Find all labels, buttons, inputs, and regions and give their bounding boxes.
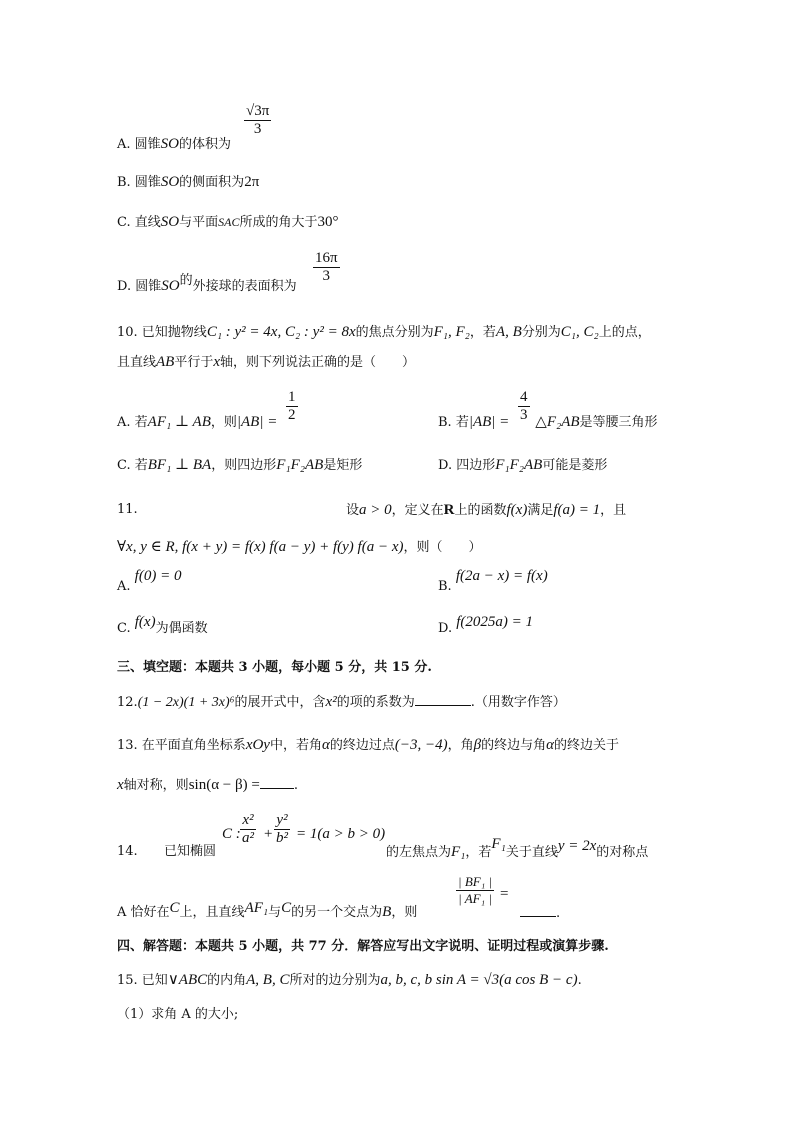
q12-answer-blank bbox=[415, 705, 471, 706]
q14-stem-line2: A 恰好在C上，且直线AF₁与C的另一个交点为B，则 bbox=[117, 900, 418, 920]
q14-text1: 已知椭圆 bbox=[164, 844, 217, 859]
q13-stem-line2: x轴对称，则sin(α − β) = . bbox=[117, 777, 298, 793]
q10-optB-fraction: $\frac{4}{3}$ bbox=[520, 389, 528, 423]
q11-number: 11. bbox=[117, 502, 138, 517]
q11-stem-line2: ∀x, y ∈ R, f(x + y) = f(x) f(a − y) + f(y) f(a − x)，则（ ） bbox=[117, 539, 482, 555]
q14-ellipse-x-fraction: $\frac{\text{x²}}{\text{a²}}$ bbox=[242, 812, 254, 846]
q14-ratio-fraction: $\frac{\text{| BF₁ |}}{\text{| AF₁ |}}$ bbox=[458, 874, 493, 906]
q14-plus: + bbox=[264, 826, 273, 842]
q11-stem-line1: 设a > 0，定义在R上的函数f(x)满足f(a) = 1，且 bbox=[346, 502, 627, 518]
q9-optD-fraction: $\frac{16\pi}{3}$ bbox=[315, 250, 338, 284]
q10-option-c: C. 若BF₁ ⊥ BA，则四边形F₁F₂AB是矩形 bbox=[117, 457, 363, 473]
q11-option-b: B. f(2a − x) = f(x) bbox=[438, 568, 548, 594]
section-3-heading: 三、填空题：本题共 3 小题，每小题 5 分，共 15 分. bbox=[117, 660, 432, 675]
q10-option-a: A. 若AF₁ ⊥ AB，则|AB| = bbox=[117, 414, 278, 430]
q14-ratio-eq: = bbox=[500, 886, 509, 902]
q15-stem: 15. 已知∨ABC的内角A, B, C所对的边分别为a, b, c, b sin A = √3(a cos B − c). bbox=[117, 972, 582, 988]
q9-optA-fraction: $\frac{√3\pi}{3}$ bbox=[246, 103, 270, 137]
q10-stem-line1: 10. 已知抛物线C₁ : y² = 4x, C₂ : y² = 8x的焦点分别为F₁, F₂，若A, B分别为C₁, C₂上的点， bbox=[117, 324, 651, 340]
q11-option-d: D. f(2025a) = 1 bbox=[438, 614, 534, 636]
q14-ellipse-y-fraction: $\frac{\text{y²}}{\text{b²}}$ bbox=[276, 812, 288, 846]
q9-option-c: C. 直线SO与平面SAC所成的角大于30° bbox=[117, 214, 339, 230]
q9-option-b: B. 圆锥SO的侧面积为2π bbox=[117, 174, 260, 190]
q13-answer-blank bbox=[260, 788, 294, 789]
q14-answer-blank bbox=[520, 916, 556, 917]
q10-optA-fraction: $\frac{1}{2}$ bbox=[288, 389, 296, 423]
q11-option-c: C. f(x)为偶函数 bbox=[117, 614, 208, 636]
q14-stem-line1: 的左焦点为F₁，若F₁关于直线y = 2x的对称点 bbox=[386, 836, 649, 860]
q14-ellipse-label: C : bbox=[222, 826, 241, 842]
section-4-heading: 四、解答题：本题共 5 小题，共 77 分．解答应写出文字说明、证明过程或演算步骤. bbox=[117, 939, 609, 954]
q12-stem: 12.(1 − 2x)(1 + 3x)⁶的展开式中，含x²的项的系数为 .（用数字作答） bbox=[117, 694, 566, 710]
q10-option-d: D. 四边形F₁F₂AB可能是菱形 bbox=[438, 457, 608, 473]
q14-number: 14. bbox=[117, 844, 138, 859]
q10-stem-line2: 且直线AB平行于x轴，则下列说法正确的是（ ） bbox=[117, 354, 416, 370]
q13-stem-line1: 13. 在平面直角坐标系xOy中，若角α的终边过点(−3, −4)，角β的终边与角α的终边关于 bbox=[117, 737, 620, 753]
q14-answer: . bbox=[520, 904, 560, 924]
q10-option-b: B. 若|AB| = △F₂AB是等腰三角形 bbox=[438, 414, 658, 430]
q15-part1: （1）求角 A 的大小; bbox=[117, 1007, 239, 1022]
q11-option-a: A. f(0) = 0 bbox=[117, 568, 182, 594]
q9-option-a: A. 圆锥SO的体积为 bbox=[117, 136, 232, 152]
q14-ellipse-eq: = 1(a > b > 0) bbox=[296, 826, 386, 842]
q9-option-d: D. 圆锥SO的外接球的表面积为 bbox=[117, 273, 297, 294]
